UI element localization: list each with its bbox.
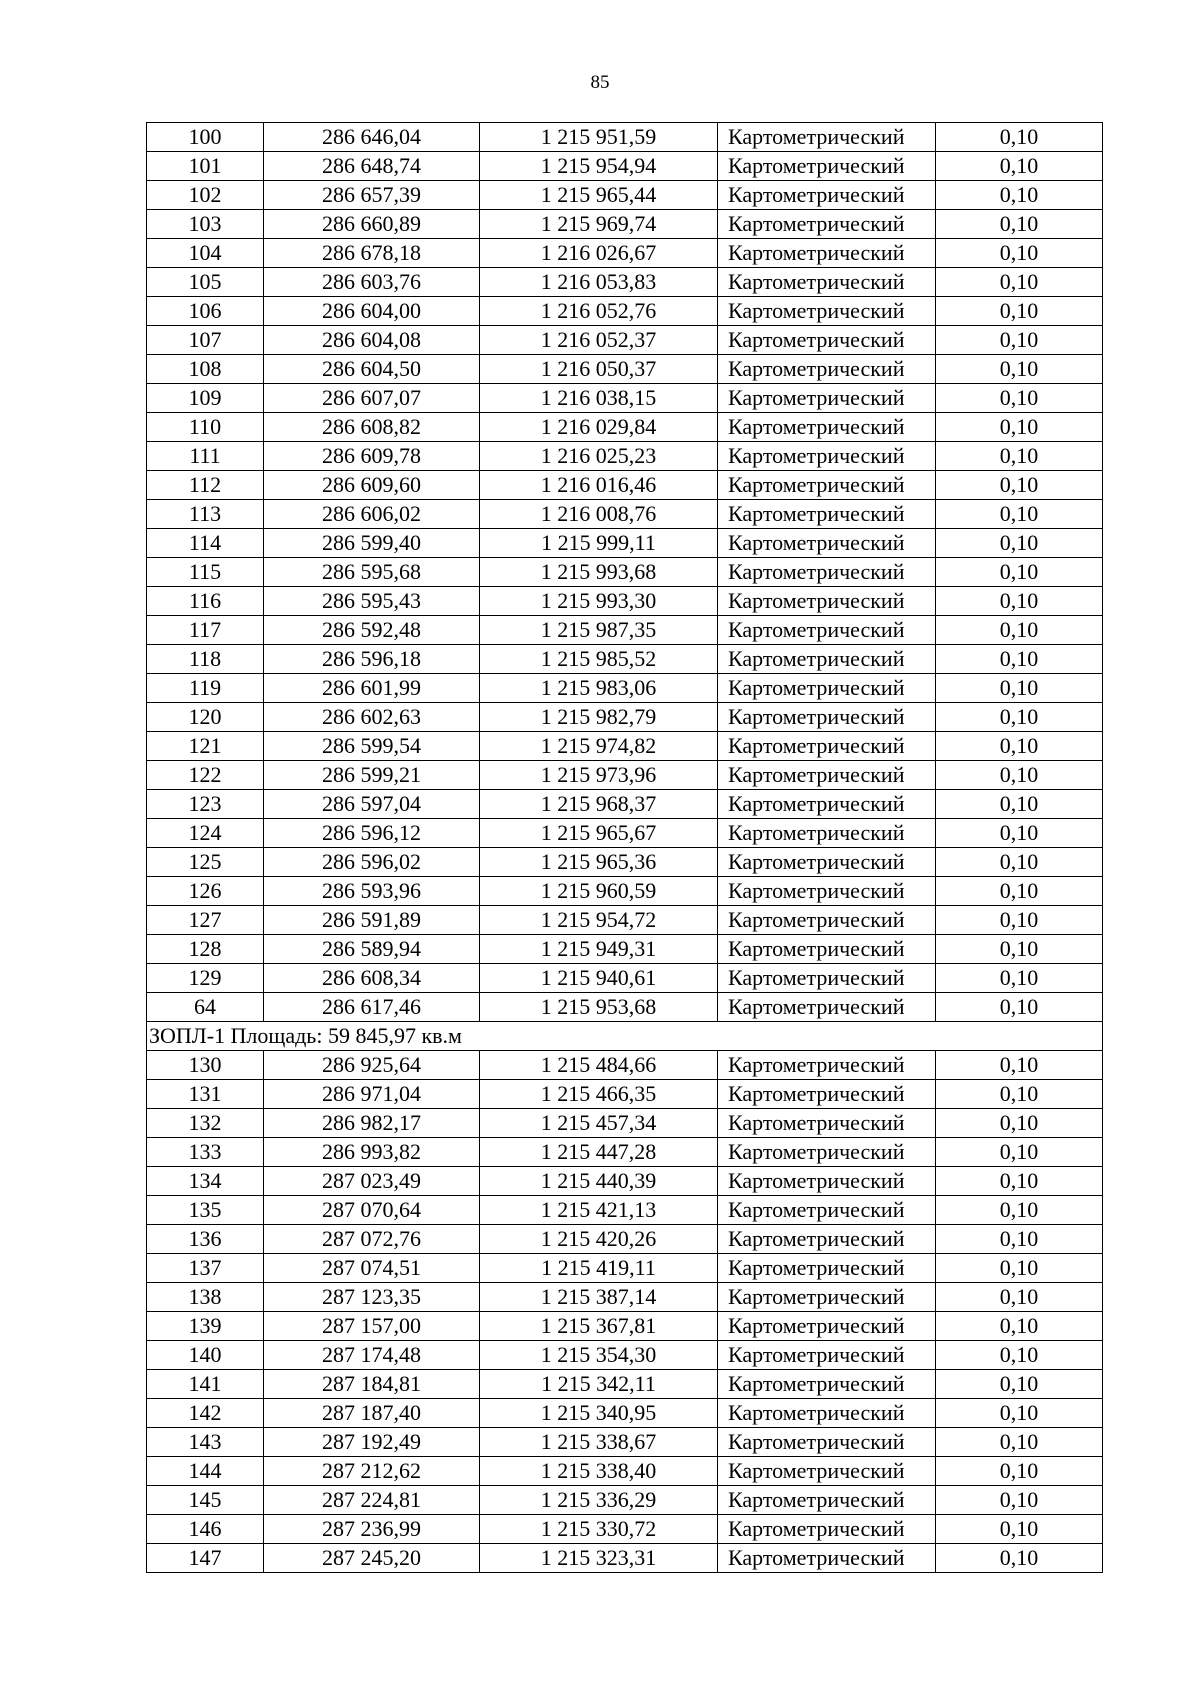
point-number-cell: 120 [147, 703, 264, 732]
x-coordinate-cell: 287 070,64 [264, 1196, 480, 1225]
y-coordinate-cell: 1 216 008,76 [480, 500, 718, 529]
y-coordinate-cell: 1 215 330,72 [480, 1515, 718, 1544]
y-coordinate-cell: 1 215 387,14 [480, 1283, 718, 1312]
method-cell: Картометрический [718, 1167, 936, 1196]
y-coordinate-cell: 1 215 940,61 [480, 964, 718, 993]
method-cell: Картометрический [718, 1399, 936, 1428]
point-number-cell: 126 [147, 877, 264, 906]
point-number-cell: 121 [147, 732, 264, 761]
table-row [147, 210, 1103, 239]
table-row [147, 1341, 1103, 1370]
accuracy-cell: 0,10 [936, 819, 1103, 848]
x-coordinate-cell: 287 187,40 [264, 1399, 480, 1428]
table-row [147, 1370, 1103, 1399]
table-row [147, 587, 1103, 616]
point-number-cell: 117 [147, 616, 264, 645]
table-row [147, 1196, 1103, 1225]
point-number-cell: 135 [147, 1196, 264, 1225]
x-coordinate-cell: 287 192,49 [264, 1428, 480, 1457]
accuracy-cell: 0,10 [936, 355, 1103, 384]
x-coordinate-cell: 286 993,82 [264, 1138, 480, 1167]
method-cell: Картометрический [718, 529, 936, 558]
y-coordinate-cell: 1 215 985,52 [480, 645, 718, 674]
point-number-cell: 123 [147, 790, 264, 819]
y-coordinate-cell: 1 215 354,30 [480, 1341, 718, 1370]
point-number-cell: 100 [147, 123, 264, 152]
point-number-cell: 109 [147, 384, 264, 413]
y-coordinate-cell: 1 216 050,37 [480, 355, 718, 384]
method-cell: Картометрический [718, 1080, 936, 1109]
method-cell: Картометрический [718, 616, 936, 645]
table-row [147, 993, 1103, 1022]
table-row [147, 152, 1103, 181]
y-coordinate-cell: 1 215 440,39 [480, 1167, 718, 1196]
x-coordinate-cell: 287 224,81 [264, 1486, 480, 1515]
accuracy-cell: 0,10 [936, 761, 1103, 790]
point-number-cell: 128 [147, 935, 264, 964]
table-row [147, 848, 1103, 877]
x-coordinate-cell: 287 157,00 [264, 1312, 480, 1341]
x-coordinate-cell: 287 072,76 [264, 1225, 480, 1254]
table-row [147, 674, 1103, 703]
method-cell: Картометрический [718, 645, 936, 674]
accuracy-cell: 0,10 [936, 703, 1103, 732]
y-coordinate-cell: 1 215 466,35 [480, 1080, 718, 1109]
y-coordinate-cell: 1 215 968,37 [480, 790, 718, 819]
x-coordinate-cell: 286 599,54 [264, 732, 480, 761]
table-row [147, 1109, 1103, 1138]
method-cell: Картометрический [718, 268, 936, 297]
x-coordinate-cell: 286 597,04 [264, 790, 480, 819]
point-number-cell: 143 [147, 1428, 264, 1457]
y-coordinate-cell: 1 215 973,96 [480, 761, 718, 790]
method-cell: Картометрический [718, 1312, 936, 1341]
accuracy-cell: 0,10 [936, 674, 1103, 703]
x-coordinate-cell: 286 603,76 [264, 268, 480, 297]
y-coordinate-cell: 1 215 420,26 [480, 1225, 718, 1254]
section-heading: ЗОПЛ-1 Площадь: 59 845,97 кв.м [147, 1022, 1103, 1051]
method-cell: Картометрический [718, 1225, 936, 1254]
method-cell: Картометрический [718, 761, 936, 790]
point-number-cell: 130 [147, 1051, 264, 1080]
y-coordinate-cell: 1 216 053,83 [480, 268, 718, 297]
accuracy-cell: 0,10 [936, 1196, 1103, 1225]
method-cell: Картометрический [718, 1051, 936, 1080]
y-coordinate-cell: 1 215 965,36 [480, 848, 718, 877]
table-row [147, 1051, 1103, 1080]
method-cell: Картометрический [718, 181, 936, 210]
accuracy-cell: 0,10 [936, 587, 1103, 616]
accuracy-cell: 0,10 [936, 210, 1103, 239]
method-cell: Картометрический [718, 906, 936, 935]
point-number-cell: 113 [147, 500, 264, 529]
accuracy-cell: 0,10 [936, 1109, 1103, 1138]
table-row [147, 384, 1103, 413]
table-row [147, 442, 1103, 471]
y-coordinate-cell: 1 215 951,59 [480, 123, 718, 152]
x-coordinate-cell: 286 657,39 [264, 181, 480, 210]
x-coordinate-cell: 286 593,96 [264, 877, 480, 906]
x-coordinate-cell: 286 595,43 [264, 587, 480, 616]
table-row [147, 1080, 1103, 1109]
table-row [147, 297, 1103, 326]
section-heading-row [147, 1022, 1103, 1051]
point-number-cell: 108 [147, 355, 264, 384]
table-row [147, 645, 1103, 674]
method-cell: Картометрический [718, 413, 936, 442]
x-coordinate-cell: 286 982,17 [264, 1109, 480, 1138]
table-row [147, 1399, 1103, 1428]
x-coordinate-cell: 286 609,78 [264, 442, 480, 471]
point-number-cell: 132 [147, 1109, 264, 1138]
y-coordinate-cell: 1 216 016,46 [480, 471, 718, 500]
y-coordinate-cell: 1 215 993,30 [480, 587, 718, 616]
method-cell: Картометрический [718, 703, 936, 732]
method-cell: Картометрический [718, 442, 936, 471]
method-cell: Картометрический [718, 239, 936, 268]
point-number-cell: 131 [147, 1080, 264, 1109]
accuracy-cell: 0,10 [936, 1167, 1103, 1196]
accuracy-cell: 0,10 [936, 1225, 1103, 1254]
x-coordinate-cell: 287 123,35 [264, 1283, 480, 1312]
table-row [147, 1544, 1103, 1573]
method-cell: Картометрический [718, 500, 936, 529]
point-number-cell: 142 [147, 1399, 264, 1428]
x-coordinate-cell: 286 606,02 [264, 500, 480, 529]
y-coordinate-cell: 1 215 484,66 [480, 1051, 718, 1080]
table-row [147, 1225, 1103, 1254]
accuracy-cell: 0,10 [936, 1399, 1103, 1428]
accuracy-cell: 0,10 [936, 326, 1103, 355]
accuracy-cell: 0,10 [936, 732, 1103, 761]
x-coordinate-cell: 286 607,07 [264, 384, 480, 413]
method-cell: Картометрический [718, 819, 936, 848]
y-coordinate-cell: 1 215 323,31 [480, 1544, 718, 1573]
accuracy-cell: 0,10 [936, 906, 1103, 935]
x-coordinate-cell: 286 595,68 [264, 558, 480, 587]
point-number-cell: 138 [147, 1283, 264, 1312]
y-coordinate-cell: 1 215 993,68 [480, 558, 718, 587]
x-coordinate-cell: 286 599,21 [264, 761, 480, 790]
y-coordinate-cell: 1 216 052,37 [480, 326, 718, 355]
table-row [147, 819, 1103, 848]
accuracy-cell: 0,10 [936, 1283, 1103, 1312]
accuracy-cell: 0,10 [936, 384, 1103, 413]
table-row [147, 558, 1103, 587]
method-cell: Картометрический [718, 1544, 936, 1573]
table-row [147, 326, 1103, 355]
accuracy-cell: 0,10 [936, 529, 1103, 558]
accuracy-cell: 0,10 [936, 558, 1103, 587]
table-row [147, 935, 1103, 964]
point-number-cell: 102 [147, 181, 264, 210]
y-coordinate-cell: 1 216 025,23 [480, 442, 718, 471]
accuracy-cell: 0,10 [936, 1370, 1103, 1399]
table-row [147, 1138, 1103, 1167]
table-row [147, 964, 1103, 993]
x-coordinate-cell: 286 604,08 [264, 326, 480, 355]
method-cell: Картометрический [718, 1196, 936, 1225]
y-coordinate-cell: 1 216 038,15 [480, 384, 718, 413]
x-coordinate-cell: 287 174,48 [264, 1341, 480, 1370]
table-row [147, 1428, 1103, 1457]
method-cell: Картометрический [718, 993, 936, 1022]
method-cell: Картометрический [718, 674, 936, 703]
accuracy-cell: 0,10 [936, 1138, 1103, 1167]
x-coordinate-cell: 286 604,00 [264, 297, 480, 326]
y-coordinate-cell: 1 215 965,44 [480, 181, 718, 210]
x-coordinate-cell: 287 212,62 [264, 1457, 480, 1486]
table-row [147, 1312, 1103, 1341]
point-number-cell: 112 [147, 471, 264, 500]
point-number-cell: 137 [147, 1254, 264, 1283]
point-number-cell: 122 [147, 761, 264, 790]
accuracy-cell: 0,10 [936, 1254, 1103, 1283]
table-row [147, 529, 1103, 558]
accuracy-cell: 0,10 [936, 413, 1103, 442]
point-number-cell: 129 [147, 964, 264, 993]
accuracy-cell: 0,10 [936, 268, 1103, 297]
y-coordinate-cell: 1 215 338,40 [480, 1457, 718, 1486]
method-cell: Картометрический [718, 297, 936, 326]
table-row [147, 877, 1103, 906]
x-coordinate-cell: 287 236,99 [264, 1515, 480, 1544]
table-row [147, 1283, 1103, 1312]
accuracy-cell: 0,10 [936, 790, 1103, 819]
x-coordinate-cell: 286 591,89 [264, 906, 480, 935]
method-cell: Картометрический [718, 123, 936, 152]
accuracy-cell: 0,10 [936, 1051, 1103, 1080]
point-number-cell: 146 [147, 1515, 264, 1544]
y-coordinate-cell: 1 215 987,35 [480, 616, 718, 645]
accuracy-cell: 0,10 [936, 442, 1103, 471]
x-coordinate-cell: 286 617,46 [264, 993, 480, 1022]
method-cell: Картометрический [718, 790, 936, 819]
y-coordinate-cell: 1 215 954,94 [480, 152, 718, 181]
y-coordinate-cell: 1 215 969,74 [480, 210, 718, 239]
point-number-cell: 145 [147, 1486, 264, 1515]
table-row [147, 239, 1103, 268]
y-coordinate-cell: 1 215 419,11 [480, 1254, 718, 1283]
point-number-cell: 101 [147, 152, 264, 181]
method-cell: Картометрический [718, 877, 936, 906]
table-row [147, 123, 1103, 152]
method-cell: Картометрический [718, 152, 936, 181]
point-number-cell: 118 [147, 645, 264, 674]
table-row [147, 1167, 1103, 1196]
point-number-cell: 111 [147, 442, 264, 471]
accuracy-cell: 0,10 [936, 1486, 1103, 1515]
y-coordinate-cell: 1 215 340,95 [480, 1399, 718, 1428]
method-cell: Картометрический [718, 732, 936, 761]
accuracy-cell: 0,10 [936, 123, 1103, 152]
y-coordinate-cell: 1 216 029,84 [480, 413, 718, 442]
y-coordinate-cell: 1 215 974,82 [480, 732, 718, 761]
table-row [147, 703, 1103, 732]
accuracy-cell: 0,10 [936, 1515, 1103, 1544]
method-cell: Картометрический [718, 935, 936, 964]
x-coordinate-cell: 286 599,40 [264, 529, 480, 558]
y-coordinate-cell: 1 215 960,59 [480, 877, 718, 906]
x-coordinate-cell: 286 648,74 [264, 152, 480, 181]
y-coordinate-cell: 1 215 421,13 [480, 1196, 718, 1225]
y-coordinate-cell: 1 215 338,67 [480, 1428, 718, 1457]
accuracy-cell: 0,10 [936, 877, 1103, 906]
y-coordinate-cell: 1 215 336,29 [480, 1486, 718, 1515]
point-number-cell: 124 [147, 819, 264, 848]
point-number-cell: 134 [147, 1167, 264, 1196]
x-coordinate-cell: 287 023,49 [264, 1167, 480, 1196]
table-row [147, 181, 1103, 210]
x-coordinate-cell: 286 589,94 [264, 935, 480, 964]
y-coordinate-cell: 1 215 999,11 [480, 529, 718, 558]
y-coordinate-cell: 1 215 954,72 [480, 906, 718, 935]
x-coordinate-cell: 286 596,18 [264, 645, 480, 674]
point-number-cell: 116 [147, 587, 264, 616]
table-row [147, 790, 1103, 819]
table-row [147, 906, 1103, 935]
accuracy-cell: 0,10 [936, 1428, 1103, 1457]
point-number-cell: 125 [147, 848, 264, 877]
y-coordinate-cell: 1 215 342,11 [480, 1370, 718, 1399]
method-cell: Картометрический [718, 384, 936, 413]
accuracy-cell: 0,10 [936, 297, 1103, 326]
table-row [147, 1457, 1103, 1486]
point-number-cell: 114 [147, 529, 264, 558]
y-coordinate-cell: 1 215 953,68 [480, 993, 718, 1022]
point-number-cell: 139 [147, 1312, 264, 1341]
y-coordinate-cell: 1 215 982,79 [480, 703, 718, 732]
y-coordinate-cell: 1 215 367,81 [480, 1312, 718, 1341]
accuracy-cell: 0,10 [936, 500, 1103, 529]
point-number-cell: 105 [147, 268, 264, 297]
method-cell: Картометрический [718, 1486, 936, 1515]
x-coordinate-cell: 286 660,89 [264, 210, 480, 239]
table-row [147, 1486, 1103, 1515]
method-cell: Картометрический [718, 471, 936, 500]
x-coordinate-cell: 286 608,34 [264, 964, 480, 993]
accuracy-cell: 0,10 [936, 645, 1103, 674]
x-coordinate-cell: 286 646,04 [264, 123, 480, 152]
accuracy-cell: 0,10 [936, 1544, 1103, 1573]
x-coordinate-cell: 286 971,04 [264, 1080, 480, 1109]
point-number-cell: 104 [147, 239, 264, 268]
point-number-cell: 106 [147, 297, 264, 326]
point-number-cell: 133 [147, 1138, 264, 1167]
point-number-cell: 110 [147, 413, 264, 442]
x-coordinate-cell: 287 245,20 [264, 1544, 480, 1573]
x-coordinate-cell: 286 596,12 [264, 819, 480, 848]
accuracy-cell: 0,10 [936, 1080, 1103, 1109]
accuracy-cell: 0,10 [936, 181, 1103, 210]
method-cell: Картометрический [718, 1515, 936, 1544]
accuracy-cell: 0,10 [936, 848, 1103, 877]
table-row [147, 1515, 1103, 1544]
accuracy-cell: 0,10 [936, 239, 1103, 268]
method-cell: Картометрический [718, 1109, 936, 1138]
method-cell: Картометрический [718, 1254, 936, 1283]
coordinates-table-body [147, 123, 1103, 1573]
x-coordinate-cell: 286 602,63 [264, 703, 480, 732]
table-row [147, 355, 1103, 384]
method-cell: Картометрический [718, 1283, 936, 1312]
table-row [147, 500, 1103, 529]
method-cell: Картометрический [718, 1457, 936, 1486]
table-row [147, 471, 1103, 500]
x-coordinate-cell: 286 925,64 [264, 1051, 480, 1080]
y-coordinate-cell: 1 215 447,28 [480, 1138, 718, 1167]
accuracy-cell: 0,10 [936, 964, 1103, 993]
table-row [147, 1254, 1103, 1283]
method-cell: Картометрический [718, 326, 936, 355]
y-coordinate-cell: 1 215 949,31 [480, 935, 718, 964]
x-coordinate-cell: 286 608,82 [264, 413, 480, 442]
point-number-cell: 64 [147, 993, 264, 1022]
method-cell: Картометрический [718, 1370, 936, 1399]
x-coordinate-cell: 286 592,48 [264, 616, 480, 645]
accuracy-cell: 0,10 [936, 152, 1103, 181]
x-coordinate-cell: 286 596,02 [264, 848, 480, 877]
point-number-cell: 141 [147, 1370, 264, 1399]
accuracy-cell: 0,10 [936, 1341, 1103, 1370]
x-coordinate-cell: 287 074,51 [264, 1254, 480, 1283]
y-coordinate-cell: 1 216 026,67 [480, 239, 718, 268]
table-row [147, 732, 1103, 761]
method-cell: Картометрический [718, 558, 936, 587]
table-row [147, 268, 1103, 297]
method-cell: Картометрический [718, 1428, 936, 1457]
table-row [147, 761, 1103, 790]
x-coordinate-cell: 286 604,50 [264, 355, 480, 384]
method-cell: Картометрический [718, 848, 936, 877]
method-cell: Картометрический [718, 210, 936, 239]
point-number-cell: 119 [147, 674, 264, 703]
method-cell: Картометрический [718, 1341, 936, 1370]
x-coordinate-cell: 286 609,60 [264, 471, 480, 500]
y-coordinate-cell: 1 215 457,34 [480, 1109, 718, 1138]
accuracy-cell: 0,10 [936, 1312, 1103, 1341]
accuracy-cell: 0,10 [936, 1457, 1103, 1486]
point-number-cell: 115 [147, 558, 264, 587]
x-coordinate-cell: 287 184,81 [264, 1370, 480, 1399]
method-cell: Картометрический [718, 587, 936, 616]
method-cell: Картометрический [718, 964, 936, 993]
table-row [147, 616, 1103, 645]
point-number-cell: 136 [147, 1225, 264, 1254]
accuracy-cell: 0,10 [936, 993, 1103, 1022]
accuracy-cell: 0,10 [936, 935, 1103, 964]
accuracy-cell: 0,10 [936, 616, 1103, 645]
point-number-cell: 127 [147, 906, 264, 935]
method-cell: Картометрический [718, 355, 936, 384]
accuracy-cell: 0,10 [936, 471, 1103, 500]
page-number: 85 [590, 72, 610, 93]
y-coordinate-cell: 1 216 052,76 [480, 297, 718, 326]
point-number-cell: 140 [147, 1341, 264, 1370]
x-coordinate-cell: 286 678,18 [264, 239, 480, 268]
point-number-cell: 144 [147, 1457, 264, 1486]
point-number-cell: 103 [147, 210, 264, 239]
point-number-cell: 107 [147, 326, 264, 355]
y-coordinate-cell: 1 215 983,06 [480, 674, 718, 703]
x-coordinate-cell: 286 601,99 [264, 674, 480, 703]
point-number-cell: 147 [147, 1544, 264, 1573]
coordinates-table [146, 122, 1103, 1573]
method-cell: Картометрический [718, 1138, 936, 1167]
table-row [147, 413, 1103, 442]
y-coordinate-cell: 1 215 965,67 [480, 819, 718, 848]
